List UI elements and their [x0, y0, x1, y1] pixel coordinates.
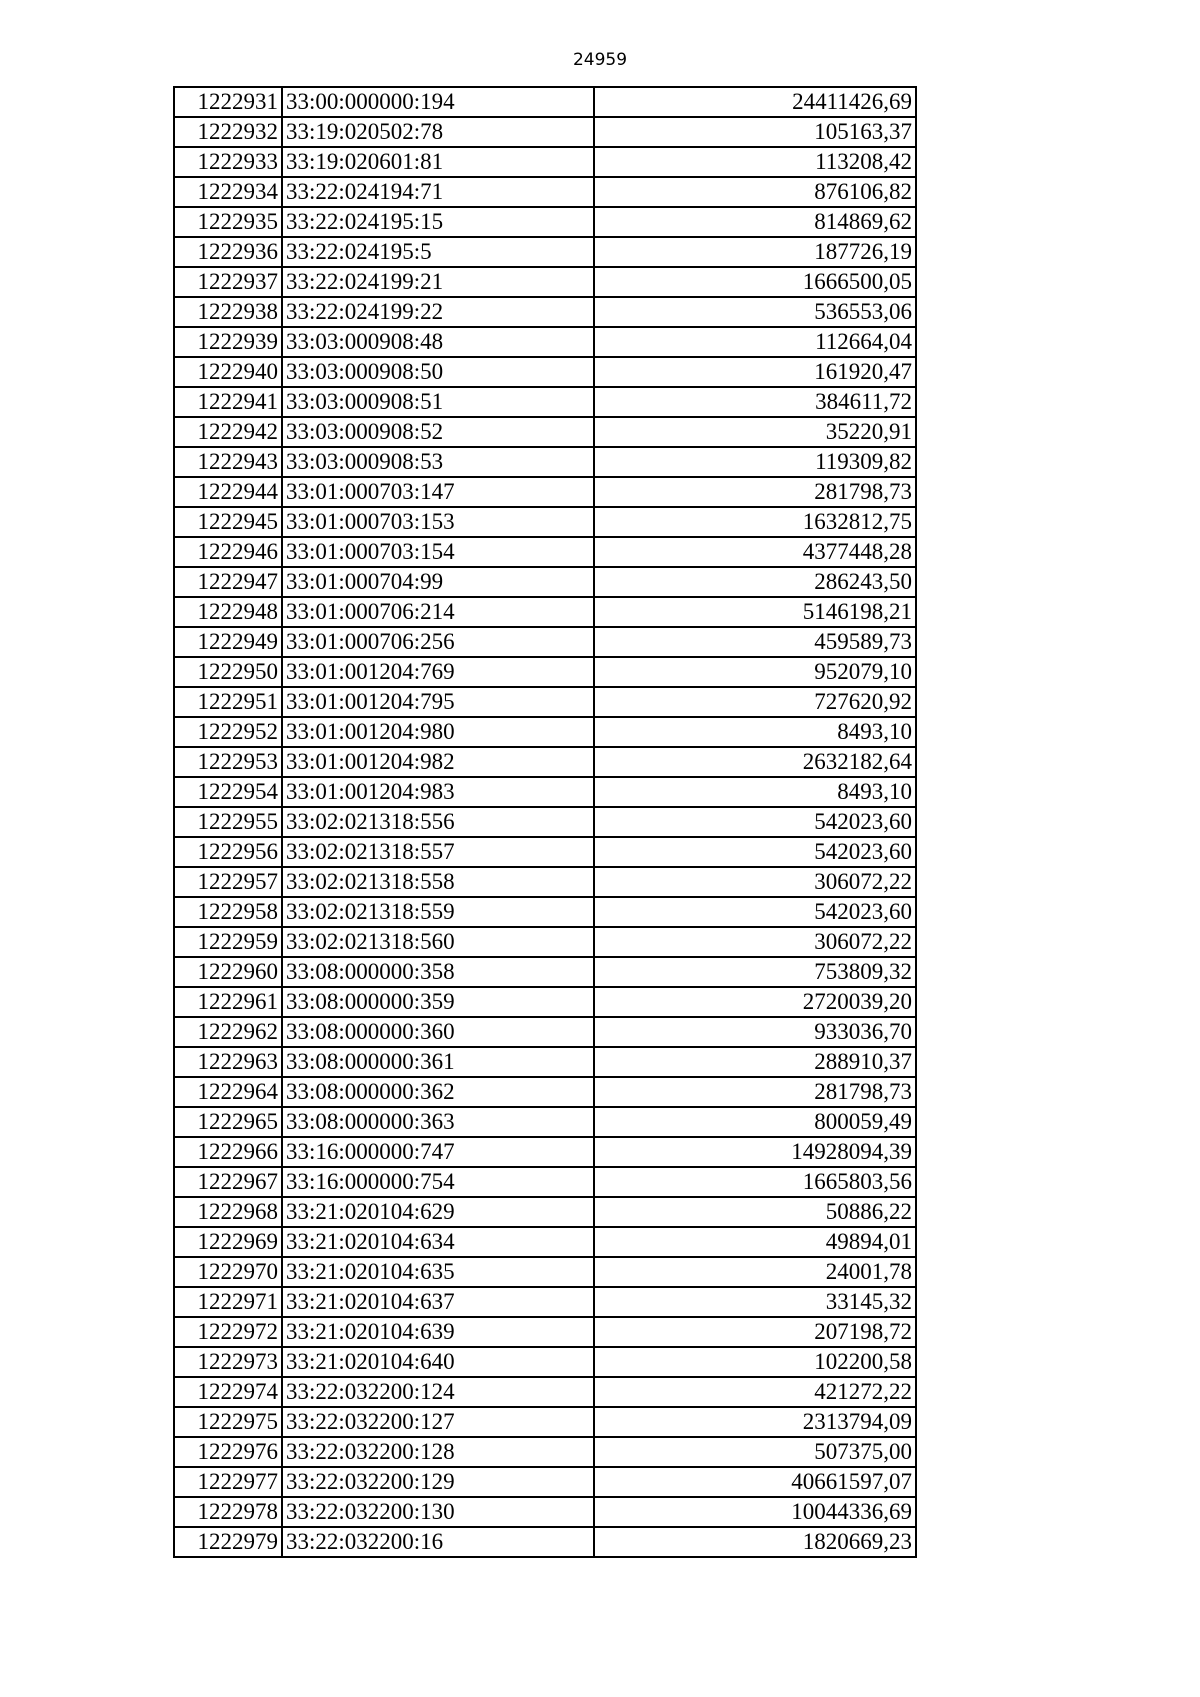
value-cell: 536553,06 — [594, 297, 916, 327]
value-cell: 35220,91 — [594, 417, 916, 447]
table-row — [174, 507, 916, 537]
row-id-cell: 1222940 — [174, 357, 282, 387]
table-row — [174, 147, 916, 177]
cadastral-number-cell: 33:01:000706:256 — [282, 627, 594, 657]
value-cell: 33145,32 — [594, 1287, 916, 1317]
table-row — [174, 1287, 916, 1317]
table-row — [174, 1467, 916, 1497]
table-row — [174, 387, 916, 417]
row-id-cell: 1222936 — [174, 237, 282, 267]
table-row — [174, 297, 916, 327]
cadastral-number-cell: 33:01:001204:769 — [282, 657, 594, 687]
value-cell: 207198,72 — [594, 1317, 916, 1347]
row-id-cell: 1222967 — [174, 1167, 282, 1197]
cadastral-number-cell: 33:22:024199:21 — [282, 267, 594, 297]
cadastral-number-cell: 33:08:000000:362 — [282, 1077, 594, 1107]
cadastral-number-cell: 33:21:020104:635 — [282, 1257, 594, 1287]
table-row — [174, 777, 916, 807]
cadastral-number-cell: 33:16:000000:754 — [282, 1167, 594, 1197]
cadastral-number-cell: 33:02:021318:559 — [282, 897, 594, 927]
table-row — [174, 1077, 916, 1107]
cadastral-number-cell: 33:01:000703:154 — [282, 537, 594, 567]
value-cell: 800059,49 — [594, 1107, 916, 1137]
page-number: 24959 — [572, 50, 628, 70]
cadastral-number-cell: 33:21:020104:640 — [282, 1347, 594, 1377]
value-cell: 105163,37 — [594, 117, 916, 147]
cadastral-number-cell: 33:08:000000:359 — [282, 987, 594, 1017]
row-id-cell: 1222943 — [174, 447, 282, 477]
cadastral-number-cell: 33:22:024195:5 — [282, 237, 594, 267]
row-id-cell: 1222970 — [174, 1257, 282, 1287]
table-row — [174, 87, 916, 117]
value-cell: 1820669,23 — [594, 1527, 916, 1557]
value-cell: 1665803,56 — [594, 1167, 916, 1197]
row-id-cell: 1222964 — [174, 1077, 282, 1107]
cadastral-number-cell: 33:22:032200:16 — [282, 1527, 594, 1557]
value-cell: 542023,60 — [594, 837, 916, 867]
table-row — [174, 987, 916, 1017]
row-id-cell: 1222969 — [174, 1227, 282, 1257]
cadastral-number-cell: 33:08:000000:358 — [282, 957, 594, 987]
cadastral-number-cell: 33:03:000908:52 — [282, 417, 594, 447]
value-cell: 727620,92 — [594, 687, 916, 717]
cadastral-number-cell: 33:22:024199:22 — [282, 297, 594, 327]
value-cell: 542023,60 — [594, 897, 916, 927]
row-id-cell: 1222960 — [174, 957, 282, 987]
row-id-cell: 1222966 — [174, 1137, 282, 1167]
row-id-cell: 1222977 — [174, 1467, 282, 1497]
value-cell: 507375,00 — [594, 1437, 916, 1467]
row-id-cell: 1222975 — [174, 1407, 282, 1437]
cadastral-number-cell: 33:19:020502:78 — [282, 117, 594, 147]
row-id-cell: 1222932 — [174, 117, 282, 147]
table-row — [174, 1377, 916, 1407]
table-row — [174, 687, 916, 717]
value-cell: 187726,19 — [594, 237, 916, 267]
cadastral-number-cell: 33:22:032200:130 — [282, 1497, 594, 1527]
table-row — [174, 1137, 916, 1167]
row-id-cell: 1222955 — [174, 807, 282, 837]
table-row — [174, 657, 916, 687]
row-id-cell: 1222971 — [174, 1287, 282, 1317]
row-id-cell: 1222945 — [174, 507, 282, 537]
value-cell: 421272,22 — [594, 1377, 916, 1407]
table-row — [174, 597, 916, 627]
cadastral-number-cell: 33:01:000703:153 — [282, 507, 594, 537]
value-cell: 112664,04 — [594, 327, 916, 357]
row-id-cell: 1222962 — [174, 1017, 282, 1047]
value-cell: 288910,37 — [594, 1047, 916, 1077]
table-row — [174, 927, 916, 957]
value-cell: 281798,73 — [594, 1077, 916, 1107]
row-id-cell: 1222944 — [174, 477, 282, 507]
cadastral-number-cell: 33:03:000908:51 — [282, 387, 594, 417]
row-id-cell: 1222937 — [174, 267, 282, 297]
table-row — [174, 1197, 916, 1227]
value-cell: 24001,78 — [594, 1257, 916, 1287]
cadastral-number-cell: 33:01:000703:147 — [282, 477, 594, 507]
table-row — [174, 1497, 916, 1527]
value-cell: 933036,70 — [594, 1017, 916, 1047]
table-row — [174, 1047, 916, 1077]
table-row — [174, 1017, 916, 1047]
cadastral-number-cell: 33:22:024195:15 — [282, 207, 594, 237]
row-id-cell: 1222934 — [174, 177, 282, 207]
table-row — [174, 447, 916, 477]
row-id-cell: 1222948 — [174, 597, 282, 627]
value-cell: 384611,72 — [594, 387, 916, 417]
value-cell: 2632182,64 — [594, 747, 916, 777]
row-id-cell: 1222950 — [174, 657, 282, 687]
value-cell: 753809,32 — [594, 957, 916, 987]
table-row — [174, 267, 916, 297]
table-row — [174, 957, 916, 987]
cadastral-number-cell: 33:21:020104:637 — [282, 1287, 594, 1317]
row-id-cell: 1222939 — [174, 327, 282, 357]
table-row — [174, 1347, 916, 1377]
table-row — [174, 327, 916, 357]
row-id-cell: 1222933 — [174, 147, 282, 177]
row-id-cell: 1222953 — [174, 747, 282, 777]
table-row — [174, 357, 916, 387]
row-id-cell: 1222952 — [174, 717, 282, 747]
value-cell: 2313794,09 — [594, 1407, 916, 1437]
cadastral-number-cell: 33:21:020104:629 — [282, 1197, 594, 1227]
cadastral-number-cell: 33:22:032200:127 — [282, 1407, 594, 1437]
value-cell: 542023,60 — [594, 807, 916, 837]
cadastral-number-cell: 33:01:000706:214 — [282, 597, 594, 627]
row-id-cell: 1222942 — [174, 417, 282, 447]
table-row — [174, 867, 916, 897]
table-row — [174, 1257, 916, 1287]
row-id-cell: 1222951 — [174, 687, 282, 717]
cadastral-number-cell: 33:08:000000:360 — [282, 1017, 594, 1047]
value-cell: 10044336,69 — [594, 1497, 916, 1527]
table-row — [174, 567, 916, 597]
row-id-cell: 1222935 — [174, 207, 282, 237]
cadastral-number-cell: 33:21:020104:634 — [282, 1227, 594, 1257]
cadastral-number-cell: 33:22:032200:124 — [282, 1377, 594, 1407]
table-row — [174, 717, 916, 747]
cadastral-number-cell: 33:08:000000:363 — [282, 1107, 594, 1137]
row-id-cell: 1222941 — [174, 387, 282, 417]
table-row — [174, 1107, 916, 1137]
cadastral-number-cell: 33:01:001204:983 — [282, 777, 594, 807]
value-cell: 876106,82 — [594, 177, 916, 207]
cadastral-number-cell: 33:22:032200:129 — [282, 1467, 594, 1497]
row-id-cell: 1222938 — [174, 297, 282, 327]
row-id-cell: 1222957 — [174, 867, 282, 897]
table-row — [174, 1167, 916, 1197]
cadastral-number-cell: 33:02:021318:560 — [282, 927, 594, 957]
value-cell: 24411426,69 — [594, 87, 916, 117]
cadastral-number-cell: 33:19:020601:81 — [282, 147, 594, 177]
table-row — [174, 207, 916, 237]
cadastral-number-cell: 33:02:021318:557 — [282, 837, 594, 867]
row-id-cell: 1222963 — [174, 1047, 282, 1077]
value-cell: 1666500,05 — [594, 267, 916, 297]
table-row — [174, 537, 916, 567]
value-cell: 2720039,20 — [594, 987, 916, 1017]
cadastral-number-cell: 33:22:032200:128 — [282, 1437, 594, 1467]
value-cell: 1632812,75 — [594, 507, 916, 537]
row-id-cell: 1222956 — [174, 837, 282, 867]
row-id-cell: 1222946 — [174, 537, 282, 567]
cadastral-number-cell: 33:03:000908:48 — [282, 327, 594, 357]
row-id-cell: 1222954 — [174, 777, 282, 807]
value-cell: 952079,10 — [594, 657, 916, 687]
row-id-cell: 1222931 — [174, 87, 282, 117]
row-id-cell: 1222958 — [174, 897, 282, 927]
row-id-cell: 1222961 — [174, 987, 282, 1017]
table-row — [174, 1527, 916, 1557]
table-body — [174, 87, 916, 1557]
value-cell: 286243,50 — [594, 567, 916, 597]
value-cell: 814869,62 — [594, 207, 916, 237]
value-cell: 49894,01 — [594, 1227, 916, 1257]
value-cell: 8493,10 — [594, 717, 916, 747]
value-cell: 459589,73 — [594, 627, 916, 657]
table-row — [174, 897, 916, 927]
row-id-cell: 1222968 — [174, 1197, 282, 1227]
value-cell: 113208,42 — [594, 147, 916, 177]
table-row — [174, 1437, 916, 1467]
row-id-cell: 1222965 — [174, 1107, 282, 1137]
table-row — [174, 237, 916, 267]
cadastral-number-cell: 33:03:000908:50 — [282, 357, 594, 387]
table-row — [174, 1227, 916, 1257]
cadastral-number-cell: 33:03:000908:53 — [282, 447, 594, 477]
cadastral-number-cell: 33:08:000000:361 — [282, 1047, 594, 1077]
value-cell: 306072,22 — [594, 867, 916, 897]
value-cell: 281798,73 — [594, 477, 916, 507]
row-id-cell: 1222978 — [174, 1497, 282, 1527]
cadastral-number-cell: 33:01:001204:795 — [282, 687, 594, 717]
table-row — [174, 477, 916, 507]
row-id-cell: 1222974 — [174, 1377, 282, 1407]
value-cell: 119309,82 — [594, 447, 916, 477]
table-row — [174, 627, 916, 657]
value-cell: 8493,10 — [594, 777, 916, 807]
cadastral-number-cell: 33:16:000000:747 — [282, 1137, 594, 1167]
cadastral-number-cell: 33:02:021318:556 — [282, 807, 594, 837]
cadastral-number-cell: 33:00:000000:194 — [282, 87, 594, 117]
row-id-cell: 1222959 — [174, 927, 282, 957]
cadastral-value-table — [173, 86, 917, 1558]
value-cell: 40661597,07 — [594, 1467, 916, 1497]
value-cell: 14928094,39 — [594, 1137, 916, 1167]
row-id-cell: 1222947 — [174, 567, 282, 597]
cadastral-number-cell: 33:02:021318:558 — [282, 867, 594, 897]
row-id-cell: 1222979 — [174, 1527, 282, 1557]
value-cell: 161920,47 — [594, 357, 916, 387]
value-cell: 4377448,28 — [594, 537, 916, 567]
row-id-cell: 1222976 — [174, 1437, 282, 1467]
table-row — [174, 117, 916, 147]
value-cell: 5146198,21 — [594, 597, 916, 627]
table-row — [174, 1317, 916, 1347]
value-cell: 50886,22 — [594, 1197, 916, 1227]
table-row — [174, 417, 916, 447]
row-id-cell: 1222949 — [174, 627, 282, 657]
table-row — [174, 807, 916, 837]
table-row — [174, 837, 916, 867]
cadastral-number-cell: 33:01:001204:982 — [282, 747, 594, 777]
cadastral-number-cell: 33:22:024194:71 — [282, 177, 594, 207]
value-cell: 102200,58 — [594, 1347, 916, 1377]
row-id-cell: 1222973 — [174, 1347, 282, 1377]
value-cell: 306072,22 — [594, 927, 916, 957]
row-id-cell: 1222972 — [174, 1317, 282, 1347]
cadastral-number-cell: 33:21:020104:639 — [282, 1317, 594, 1347]
cadastral-number-cell: 33:01:000704:99 — [282, 567, 594, 597]
table-row — [174, 1407, 916, 1437]
cadastral-number-cell: 33:01:001204:980 — [282, 717, 594, 747]
table-row — [174, 747, 916, 777]
table-row — [174, 177, 916, 207]
